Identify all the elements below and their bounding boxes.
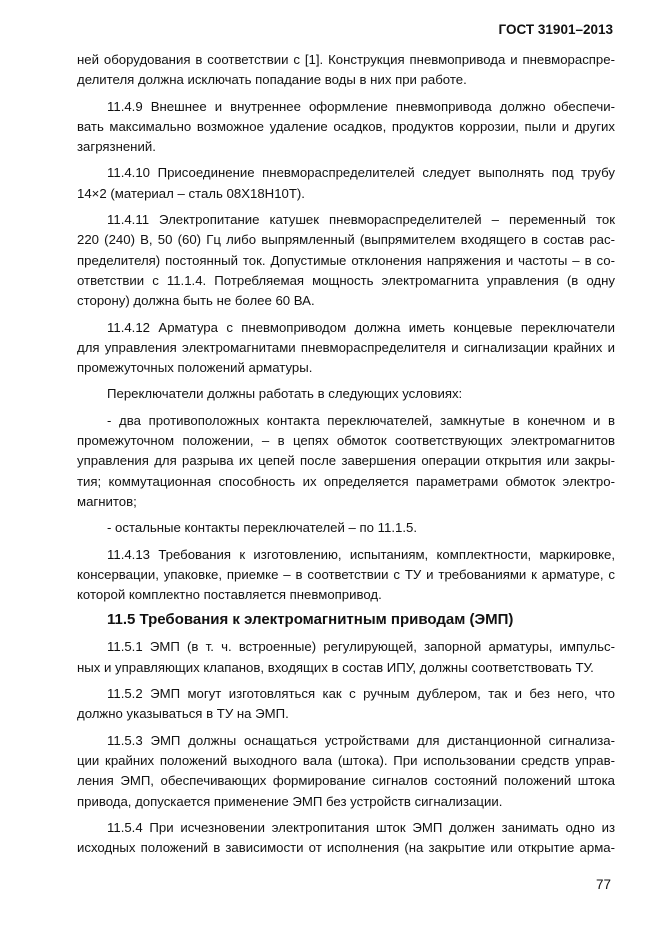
- page-number: 77: [595, 877, 611, 892]
- text-line: пределителя) постоянный ток. Допустимые отклонения напряжения и частоты – в со-: [77, 252, 615, 268]
- paragraph: [77, 545, 615, 606]
- text-line: - два противоположных контакта переключателей, замкнутые в конечном и в: [107, 412, 615, 428]
- paragraph: [77, 731, 615, 812]
- text-line: 11.4.13 Требования к изготовлению, испытаниям, комплектности, маркировке,: [107, 546, 615, 562]
- text-line: 11.4.10 Присоединение пневмораспределителей следует выполнять под трубу: [107, 165, 615, 181]
- paragraph: [77, 50, 615, 91]
- text-line: ции крайних положений выходного вала (штока). При использовании средств управ-: [77, 752, 615, 768]
- paragraph: [77, 210, 615, 311]
- text-line: консервации, упаковке, приемке – в соответствии с ТУ и требованиями к арматуре, с: [77, 566, 615, 582]
- text-line: магнитов;: [77, 493, 137, 509]
- document-header: ГОСТ 31901–2013: [498, 22, 613, 37]
- list-item: [77, 411, 615, 512]
- document-body: [77, 50, 615, 858]
- text-line: привода, допускается применение ЭМП без устройств сигнализации.: [77, 793, 503, 809]
- text-line: 11.5.1 ЭМП (в т. ч. встроенные) регулирующей, запорной арматуры, импульс-: [107, 639, 615, 655]
- text-line: ней оборудования в соответствии с [1]. Конструкция пневмопривода и пневмораспре-: [77, 52, 615, 67]
- list-item: [77, 518, 615, 538]
- text-line: сторону) должна быть не более 60 ВА.: [77, 293, 315, 309]
- text-line: 11.4.11 Электропитание катушек пневмораспределителей – переменный ток: [107, 212, 615, 228]
- text-line: Переключатели должны работать в следующих условиях:: [107, 386, 463, 402]
- paragraph: [77, 97, 615, 158]
- text-line: которой комплектно поставляется пневмопривод.: [77, 587, 382, 603]
- text-line: 11.5.4 При исчезновении электропитания шток ЭМП должен занимать одно из: [107, 819, 615, 835]
- text-line: - остальные контакты переключателей – по 11.1.5.: [107, 520, 418, 536]
- text-line: 11.4.9 Внешнее и внутреннее оформление пневмопривода должно обеспечи-: [107, 98, 615, 114]
- text-line: управления для разрыва их цепей после завершения операции открытия или закры-: [77, 453, 615, 469]
- text-line: должно указываться в ТУ на ЭМП.: [77, 706, 289, 722]
- text-line: 220 (240) В, 50 (60) Гц либо выпрямленный (выпрямителем входящего в состав рас-: [77, 232, 615, 248]
- paragraph: [77, 818, 615, 859]
- paragraph: [77, 318, 615, 379]
- paragraph: [77, 384, 615, 404]
- text-line: для управления электромагнитами пневмораспределителя и сигнализации крайних и: [77, 339, 615, 355]
- text-line: делителя должна исключать попадание воды в них при работе.: [77, 72, 467, 88]
- text-line: 14×2 (материал – сталь 08Х18Н10Т).: [77, 185, 305, 201]
- text-line: вать максимально возможное удаление осадков, продуктов коррозии, пыли и других: [77, 118, 615, 134]
- text-line: ответствии с 11.1.4. Потребляемая мощность электромагнита управления (в одну: [77, 272, 615, 288]
- text-line: загрязнений.: [77, 139, 156, 155]
- paragraph: [77, 163, 615, 204]
- text-line: исходных положений в зависимости от исполнения (на закрытие или открытие арма-: [77, 840, 615, 856]
- paragraph: [77, 684, 615, 725]
- text-line: промежуточном положении, – в цепях обмоток соответствующих электромагнитов: [77, 433, 615, 449]
- text-line: тия; коммутационная способность их определяется параметрами обмоток электро-: [77, 473, 615, 489]
- text-line: 11.5.3 ЭМП должны оснащаться устройствами для дистанционной сигнализа-: [107, 732, 615, 748]
- text-line: ления ЭМП, обеспечивающих формирование сигналов состояний положений штока: [77, 773, 615, 789]
- text-line: 11.5.2 ЭМП могут изготовляться как с ручным дублером, так и без него, что: [107, 686, 615, 702]
- text-line: промежуточных положений арматуры.: [77, 360, 313, 376]
- text-line: 11.4.12 Арматура с пневмоприводом должна иметь концевые переключатели: [107, 319, 615, 335]
- paragraph: [77, 637, 615, 678]
- text-line: ных и управляющих клапанов, входящих в состав ИПУ, должны соответствовать ТУ.: [77, 659, 594, 675]
- section-heading: 11.5 Требования к электромагнитным приводам (ЭМП): [107, 611, 514, 629]
